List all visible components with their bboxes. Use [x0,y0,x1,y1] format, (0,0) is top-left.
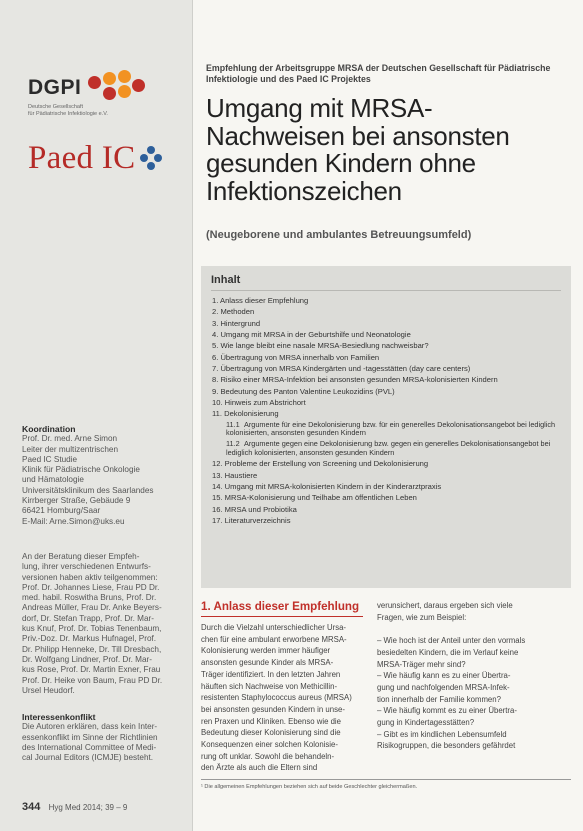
toc-divider [211,290,561,291]
coordination-line: E-Mail: Arne.Simon@uks.eu [22,516,125,526]
title-line: gesunden Kindern ohne [206,148,476,178]
coordination-line: Universitätsklinikum des Saarlandes [22,485,154,495]
body-line: besiedelten Kindern, die im Verlauf keine [377,647,519,657]
title-line: Umgang mit MRSA- [206,93,433,123]
dgpi-subtitle-line: Deutsche Gesellschaft [28,104,84,110]
body-line: ren Praxen und Kliniken. Ebenso wie die [201,716,341,726]
dgpi-wordmark: DGPI [28,76,82,99]
toc-list [212,296,562,527]
toc-item: 15. MRSA-Kolonisierung und Teilhabe am öffentlichen Leben [212,493,417,503]
toc-sub-item [226,421,562,438]
toc-sub-text: Argumente für eine Dekolonisierung bzw. für ein generelles Dekolonisationsangebot bei lediglich kolonisierten, ansonsten gesunden Kindern [226,419,556,438]
toc-item: 4. Umgang mit MRSA in der Geburtshilfe und Neonatologie [212,330,411,340]
coordination-text [22,434,182,527]
contributor-line: An der Beratung dieser Empfeh- [22,552,140,561]
body-line: resistenten Staphylococcus aureus (MRSA) [201,693,352,703]
conflict-line: Die Autoren erklären, dass kein Inter- [22,722,158,732]
conflict-line: essenkonflikt im Sinne der Richtlinien [22,732,158,742]
coordination-line: Kirrberger Straße, Gebäude 9 [22,496,131,506]
coordination-line: Paed IC Studie [22,454,78,464]
body-line: Risikogruppen, die besonders gefährdet [377,741,516,751]
body-line: den Ärzte als auch die Eltern sind [201,763,318,773]
dgpi-dot [103,87,116,100]
contributor-line: versionen haben aktiv teilgenommen: [22,572,158,582]
paed-dot [140,154,148,162]
title-line: Infektionszeichen [206,175,402,206]
body-line: gung und nachfolgenden MRSA-Infek- [377,682,510,692]
toc-item: 10. Hinweis zum Abstrichort [212,398,306,408]
column-divider [192,0,193,831]
body-line: chen für eine ambulant erworbene MRSA- [201,634,347,644]
dgpi-dot [88,76,101,89]
table-of-contents [201,266,571,588]
toc-item: 14. Umgang mit MRSA-kolonisierten Kindern in der Kinderarztpraxis [212,481,442,491]
contributors-text [22,552,182,696]
body-line: Konsequenzen einer solchen Kolonisie- [201,740,338,750]
coordination-block [22,424,182,527]
conflict-line: cal Journal Editors (ICMJE) besteht. [22,753,154,763]
contributor-line: Andreas Müller, Frau Dr. Anke Beyers- [22,603,162,613]
paed-ic-dots-icon [140,146,162,170]
contributor-line: Ursel Heudorf. [22,685,75,695]
toc-item: 11. Dekolonisierung [212,409,279,419]
section-title: 1. Anlass dieser Empfehlung [201,600,360,613]
toc-item: 8. Risiko einer MRSA-Infektion bei ansonsten gesunden MRSA-kolonisierten Kindern [212,375,498,385]
body-line: gung in Kindertagesstätten? [377,718,475,728]
body-line: rung oft unklar. Sowohl die behandeln- [201,751,335,761]
dgpi-subtitle [28,104,138,118]
conflict-line: des International Committee of Medi- [22,742,157,752]
contributor-line: Prof. Dr. Johannes Liese, Frau PD Dr. [22,582,160,592]
toc-item: 9. Bedeutung des Panton Valentine Leukozidins (PVL) [212,386,395,396]
body-line: – Wie häufig kommt es zu einer Übertra- [377,706,517,716]
conflict-of-interest-block [22,712,182,763]
contributor-line: kus Knuf, Prof. Dr. Tobias Tenenbaum, [22,624,162,634]
paed-dot [154,154,162,162]
coordination-line: Klinik für Pädiatrische Onkologie [22,465,140,475]
contributor-line: Dr. Philipp Henneke, Dr. Till Dresbach, [22,644,162,654]
body-line: – Gibt es im kindlichen Lebensumfeld [377,729,507,739]
dgpi-dot [132,79,145,92]
body-line: – Wie häufig kann es zu einer Übertra- [377,671,511,681]
toc-item: 13. Haustiere [212,470,258,480]
body-line: verunsichert, daraus ergeben sich viele [377,601,513,610]
toc-item: 12. Probleme der Erstellung von Screening und Dekolonisierung [212,459,429,469]
coordination-heading: Koordination [22,424,76,434]
toc-sub-text: Argumente gegen eine Dekolonisierung bzw. gegen ein generelles Dekolonisationsangebot bei lediglich kolonisierten, ansonsten gesunden Kindern [226,438,551,457]
toc-sub-number: 11.1 [226,419,240,429]
dgpi-logo [28,68,178,128]
toc-item: 7. Übertragung von MRSA Kindergärten und -tagesstätten (day care centers) [212,364,471,374]
kicker: Empfehlung der Arbeitsgruppe MRSA der Deutschen Gesellschaft für Pädiatrische Infektiologie und des Paed IC Projektes [206,63,551,84]
body-line: Fragen, wie zum Beispiel: [377,612,467,622]
contributor-line: Priv.-Doz. Dr. Markus Hufnagel, Prof. [22,634,157,644]
conflict-text [22,722,182,763]
contributor-line: med. habil. Roswitha Bruns, Prof. Dr. [22,593,157,603]
toc-item: 6. Übertragung von MRSA innerhalb von Familien [212,352,380,362]
toc-item: 16. MRSA und Probiotika [212,504,297,514]
body-line: Träger identifiziert. In den letzten Jahren [201,669,341,679]
body-line: Bedeutung dieser Kolonisierung sind die [201,728,341,738]
body-column-right [377,600,573,752]
coordination-line: 66421 Homburg/Saar [22,506,101,516]
contributor-line: dorf, Dr. Stefan Trapp, Prof. Dr. Mar- [22,613,154,623]
conflict-heading: Interessenkonflikt [22,712,96,722]
toc-heading: Inhalt [211,274,241,286]
coordination-line: und Hämatologie [22,475,84,485]
toc-sub-item [226,440,562,457]
body-line: Durch die Vielzahl unterschiedlicher Ursa- [201,623,347,632]
body-line: bei ansonsten gesunden Kindern in unse- [201,704,345,714]
toc-item: 5. Wie lange bleibt eine nasale MRSA-Besiedlung nachweisbar? [212,341,429,351]
coordination-line: Leiter der multizentrischen [22,444,119,454]
toc-sub-number: 11.2 [226,438,240,448]
body-line: tion innerhalb der Familie kommen? [377,694,501,704]
page-title [206,95,576,205]
body-line: Kolonisierung werden immer häufiger [201,646,331,656]
body-line: MRSA-Träger mehr sind? [377,659,466,669]
page-number: 344 [22,801,41,813]
body-line [377,623,573,635]
dgpi-dot [118,70,131,83]
body-line: häuften sich Nachweise von Methicillin- [201,681,338,691]
body-line: ansonsten gesunde Kinder als MRSA- [201,658,334,668]
paed-ic-logo [28,140,136,177]
paed-ic-wordmark: Paed IC [28,140,136,176]
body-line: – Wie hoch ist der Anteil unter den vormals [377,636,526,646]
section-rule [201,616,363,617]
contributors-block [22,552,182,696]
paed-dot [147,146,155,154]
toc-item: 17. Literaturverzeichnis [212,515,291,525]
toc-item: 1. Anlass dieser Empfehlung [212,296,309,305]
dgpi-subtitle-line: für Pädiatrische Infektiologie e.V. [28,111,108,117]
coordination-line: Prof. Dr. med. Arne Simon [22,434,118,444]
paed-dot [147,162,155,170]
footnote: ¹ Die allgemeinen Empfehlungen beziehen sich auf beide Geschlechter gleichermaßen. [201,779,571,790]
journal-citation: Hyg Med 2014; 39 – 9 [48,803,128,812]
dgpi-dot [118,85,131,98]
toc-item: 2. Methoden [212,307,255,317]
toc-item: 3. Hintergrund [212,318,261,328]
contributor-line: lung, ihrer verschiedenen Entwurfs- [22,562,151,572]
subtitle: (Neugeborene und ambulantes Betreuungsumfeld) [206,229,472,241]
dgpi-dot [103,72,116,85]
page-footer [22,801,127,813]
title-line: Nachweisen bei ansonsten [206,120,510,151]
body-column-left [201,622,363,774]
contributor-line: Prof. Dr. Heike von Baum, Frau PD Dr. [22,675,163,685]
contributor-line: kus Rose, Prof. Dr. Martin Exner, Frau [22,665,161,675]
contributor-line: Dr. Wolfgang Lindner, Prof. Dr. Mar- [22,654,152,664]
